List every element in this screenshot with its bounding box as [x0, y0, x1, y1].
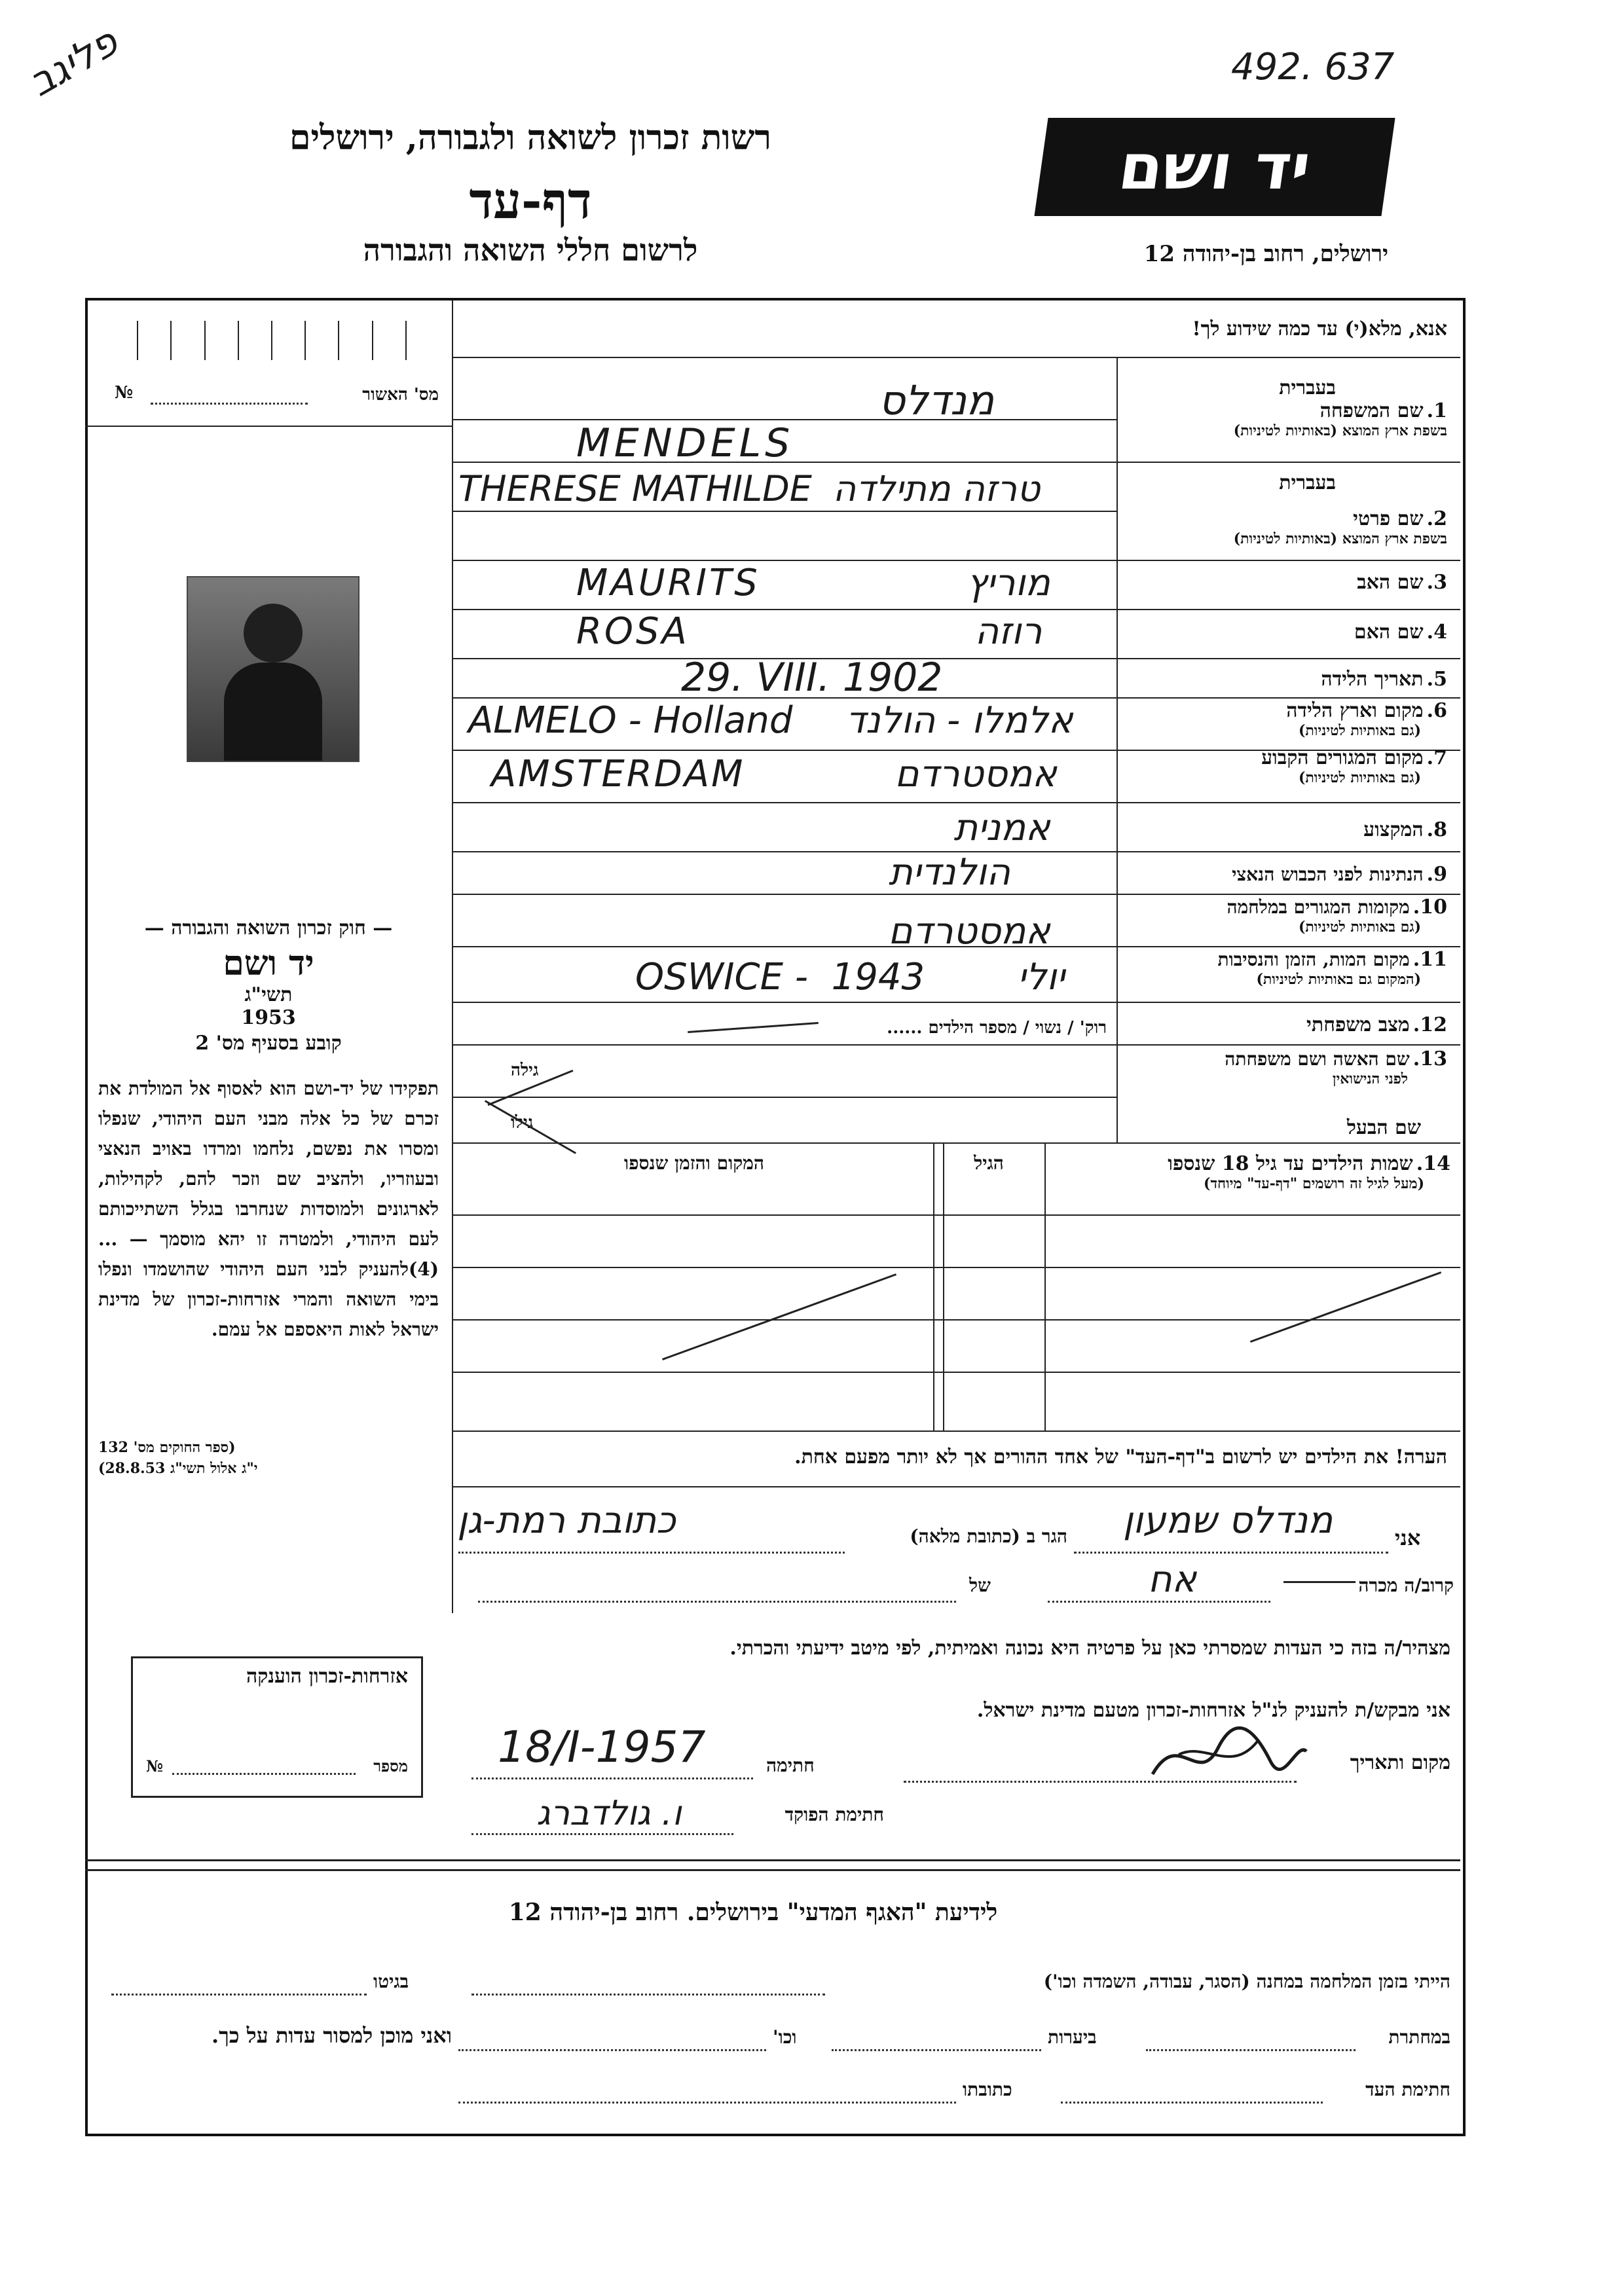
approval-label: מס' האשור [362, 385, 439, 405]
law-ref-1: (ספר החוקים מס' 132 [98, 1439, 236, 1456]
children-col-age: הגיל [974, 1152, 1004, 1174]
field-5-value-lat: 29. VIII. 1902 [681, 655, 943, 701]
approval-no: № [115, 383, 134, 403]
bottom-underground-label: במחתרת [1388, 2026, 1450, 2048]
field-5-label: תאריך הלידה [1321, 668, 1424, 691]
children-note: הערה! את הילדים יש לרשום ב"דף-העד" של אחד ההורים אך לא יותר מפעם אחת. [794, 1446, 1447, 1468]
field-8-value-heb: אמנית [953, 807, 1050, 849]
field-7-value-heb: אמסטרדם [895, 753, 1057, 795]
decl-relative-label: קרוב/ה מכרה [1358, 1575, 1454, 1596]
decl-officer-label: חתימת הפוקד [784, 1804, 884, 1825]
decl-relation: אח [1147, 1558, 1197, 1601]
field-13-num: 13. [1412, 1048, 1447, 1070]
field-1-num: 1. [1426, 399, 1447, 422]
bottom-ghetto-label: בגיטו [373, 1971, 409, 1992]
field-9-label: הנתינות לפני הכבוש הנאצי [1232, 864, 1424, 885]
field-10-sub: (גם באותיות לטיניות) [1298, 919, 1421, 936]
authority-title: רשות זכרון לשואה ולגבורה, ירושלים [289, 118, 771, 158]
field-2-value-lat: THERESE MATHILDE [458, 468, 812, 509]
field-1-value-heb: מנדלס [878, 376, 995, 424]
decl-signature-mark [1139, 1715, 1310, 1794]
law-year: 1953 [241, 1006, 296, 1029]
bottom-forests-label: ביערות [1048, 2026, 1097, 2048]
field-7-label: מקום המגורים הקבוע [1261, 746, 1424, 769]
field-11-label: מקום המות, הזמן והנסיבות [1217, 949, 1410, 970]
decl-place-date-label: מקום ותאריך [1350, 1751, 1450, 1774]
children-sub: (מעל לגיל זה רושמים "דף-עד" מיוחד) [1204, 1175, 1424, 1192]
husband-label: שם הבעל [1346, 1116, 1421, 1139]
form-title: דף-עד [469, 172, 592, 230]
header-address: ירושלים, רחוב בן-יהודה 12 [1143, 241, 1388, 267]
field-3-num: 3. [1426, 571, 1447, 594]
logo-text: יד ושם [1114, 130, 1316, 204]
decl-resides-label: הגר ב (כתובת מלאה) [910, 1525, 1067, 1547]
field-8-num: 8. [1426, 818, 1447, 841]
law-clause: קובע בסעיף מס' 2 [195, 1032, 342, 1055]
field-3-label: שם האב [1357, 571, 1424, 594]
law-year-heb: תשי"ג [244, 983, 293, 1006]
field-2-sub: בשפת ארץ המוצא (באותיות לטיניות) [1233, 530, 1447, 547]
field-10-label: מקומות המגורים במלחמה [1227, 896, 1410, 918]
decl-officer-sig: ו. גולדברג [536, 1794, 682, 1833]
field-12-num: 12. [1412, 1013, 1447, 1036]
yad-vashem-logo [1034, 118, 1395, 216]
bottom-etc-label: וכו' [773, 2026, 797, 2048]
law-text: תפקידו של יד-ושם הוא לאסוף אל המולדת את זכרם של כל אלה מבני העם היהודי, שנפלו ומסרו את נפשם, נלחמו ומרדו באויב הנאצי ובעוזריו, ולהציב שם וזכר להם, לקהילות, לארגונים ולמוסדות שנחרבו בגלל השתייכותם לעם היהודי, ולמטרה זו יהא מוסמך — ...(4)להעניק לבני העם היהודי שהושמדו ונפלו בימי השואה והמרי אזרחות-זכרון של מדינת ישראל לאות היאספם אל עמם. [98, 1078, 439, 1340]
field-13-age-label: גילה [511, 1061, 539, 1080]
field-2-label: שם פרטי [1353, 507, 1424, 530]
law-name: יד ושם [223, 943, 314, 983]
bottom-title: לידיעת "האגף המדעי" בירושלים. רחוב בן-יהודה 12 [508, 1899, 998, 1926]
field-4-value-heb: רוזה [974, 610, 1043, 653]
field-1-value-lat: MENDELS [576, 420, 794, 466]
field-13-sub: לפני הנישואין [1332, 1070, 1408, 1087]
citizenship-box [131, 1656, 423, 1798]
decl-request-text: אני מבקש/ת להעניק לנ"ל אזרחות-זכרון מטעם מדינת ישראל. [976, 1699, 1450, 1722]
archive-number: 492. 637 [1231, 46, 1395, 88]
field-4-label: שם האם [1354, 621, 1424, 644]
field-7-sub: (גם באותיות לטיניות) [1298, 769, 1421, 786]
decl-signature-label: חתימה [766, 1755, 815, 1776]
corner-annotation: פליגב [21, 18, 126, 106]
field-12-value: רוק' / נשוי / מספר הילדים ...... [887, 1018, 1107, 1038]
field-4-value-lat: ROSA [576, 610, 690, 653]
bottom-address-label: כתובתו [963, 2079, 1012, 2100]
children-label: שמות הילדים עד גיל 18 שנספו [1168, 1152, 1413, 1175]
citizenship-title: אזרחות-זכרון הוענקה [246, 1665, 408, 1688]
children-col-place: המקום והזמן שנספו [624, 1152, 764, 1174]
field-10-num: 10. [1412, 896, 1447, 919]
law-ref-2: י"ג אלול תשי"ג 28.8.53) [98, 1460, 258, 1477]
field-10-value-heb: אמסטרדם [888, 910, 1050, 953]
field-6-value-heb: אלמלו - הולנד [845, 699, 1073, 742]
field-4-num: 4. [1426, 621, 1447, 644]
bottom-ready-label: ואני מוכן למסור עדות על כך. [211, 2023, 452, 2048]
field-6-num: 6. [1426, 699, 1447, 722]
bottom-camp-label: הייתי בזמן המלחמה במחנה (הסגר, עבודה, השמדה וכו') [1043, 1971, 1450, 1992]
field-3-value-heb: מוריץ [967, 562, 1050, 604]
field-2-heb-tag: בעברית [1279, 471, 1336, 494]
field-13-label: שם האשה ושם משפחתה [1225, 1048, 1410, 1070]
field-5-num: 5. [1426, 668, 1447, 691]
citizenship-number-no: № [146, 1757, 164, 1776]
decl-i-label: אני [1395, 1525, 1421, 1550]
field-2-num: 2. [1426, 507, 1447, 530]
victim-photo [187, 576, 360, 762]
field-12-label: מצב משפחתי [1306, 1013, 1410, 1036]
decl-name: מנדלס שמעון [1122, 1499, 1333, 1542]
approval-boxes [105, 321, 439, 360]
law-title: — חוק זכרון השואה והגבורה — [144, 917, 393, 939]
field-1-label: שם המשפחה [1320, 399, 1424, 422]
field-11-value-lat: OSWICE - 1943 [635, 956, 925, 998]
signature-scribble [1139, 1715, 1310, 1794]
field-6-sub: (גם באותיות לטיניות) [1298, 722, 1421, 739]
field-9-value-heb: הולנדית [889, 851, 1010, 894]
field-3-value-lat: MAURITS [576, 562, 760, 604]
field-11-sub: (המקום גם באותיות לטיניות) [1256, 971, 1421, 988]
photo-figure [244, 604, 303, 663]
citizenship-number-label: מספר [373, 1757, 408, 1776]
field-11-value-heb: יולי [1017, 956, 1065, 998]
intro-instruction: אנא, מלא(י) עד כמה שידוע לך! [1192, 318, 1447, 340]
decl-relative-strike [1283, 1581, 1356, 1583]
bottom-witness-sig-label: חתימת העד [1365, 2079, 1450, 2100]
decl-address: כתובת רמת-גן [457, 1499, 676, 1542]
field-6-value-lat: ALMELO - Holland [468, 699, 793, 742]
form-subtitle: לרשום חללי השואה והגבורה [363, 232, 698, 268]
field-8-label: המקצוע [1363, 818, 1424, 841]
field-7-value-lat: AMSTERDAM [491, 753, 745, 795]
field-7-num: 7. [1426, 746, 1447, 769]
photo-body [224, 663, 322, 761]
field-6-label: מקום וארץ הלידה [1286, 699, 1424, 722]
children-num: 14. [1416, 1152, 1450, 1175]
field-1-heb-tag: בעברית [1279, 376, 1336, 399]
decl-declare-text: מצהיר/ה בזה כי העדות שמסרתי כאן על פרטיה היא נכונה ואמיתית, לפי מיטב ידיעתי והכרתי. [729, 1637, 1450, 1660]
field-9-num: 9. [1426, 863, 1447, 886]
decl-of-label: של [969, 1575, 991, 1596]
field-2-value-heb: טרזה מתילדה [832, 468, 1041, 509]
husband-age-label: גילו [511, 1113, 534, 1133]
field-11-num: 11. [1412, 948, 1447, 971]
decl-date: 18/I-1957 [498, 1722, 706, 1772]
field-1-sub: בשפת ארץ המוצא (באותיות לטיניות) [1233, 422, 1447, 439]
